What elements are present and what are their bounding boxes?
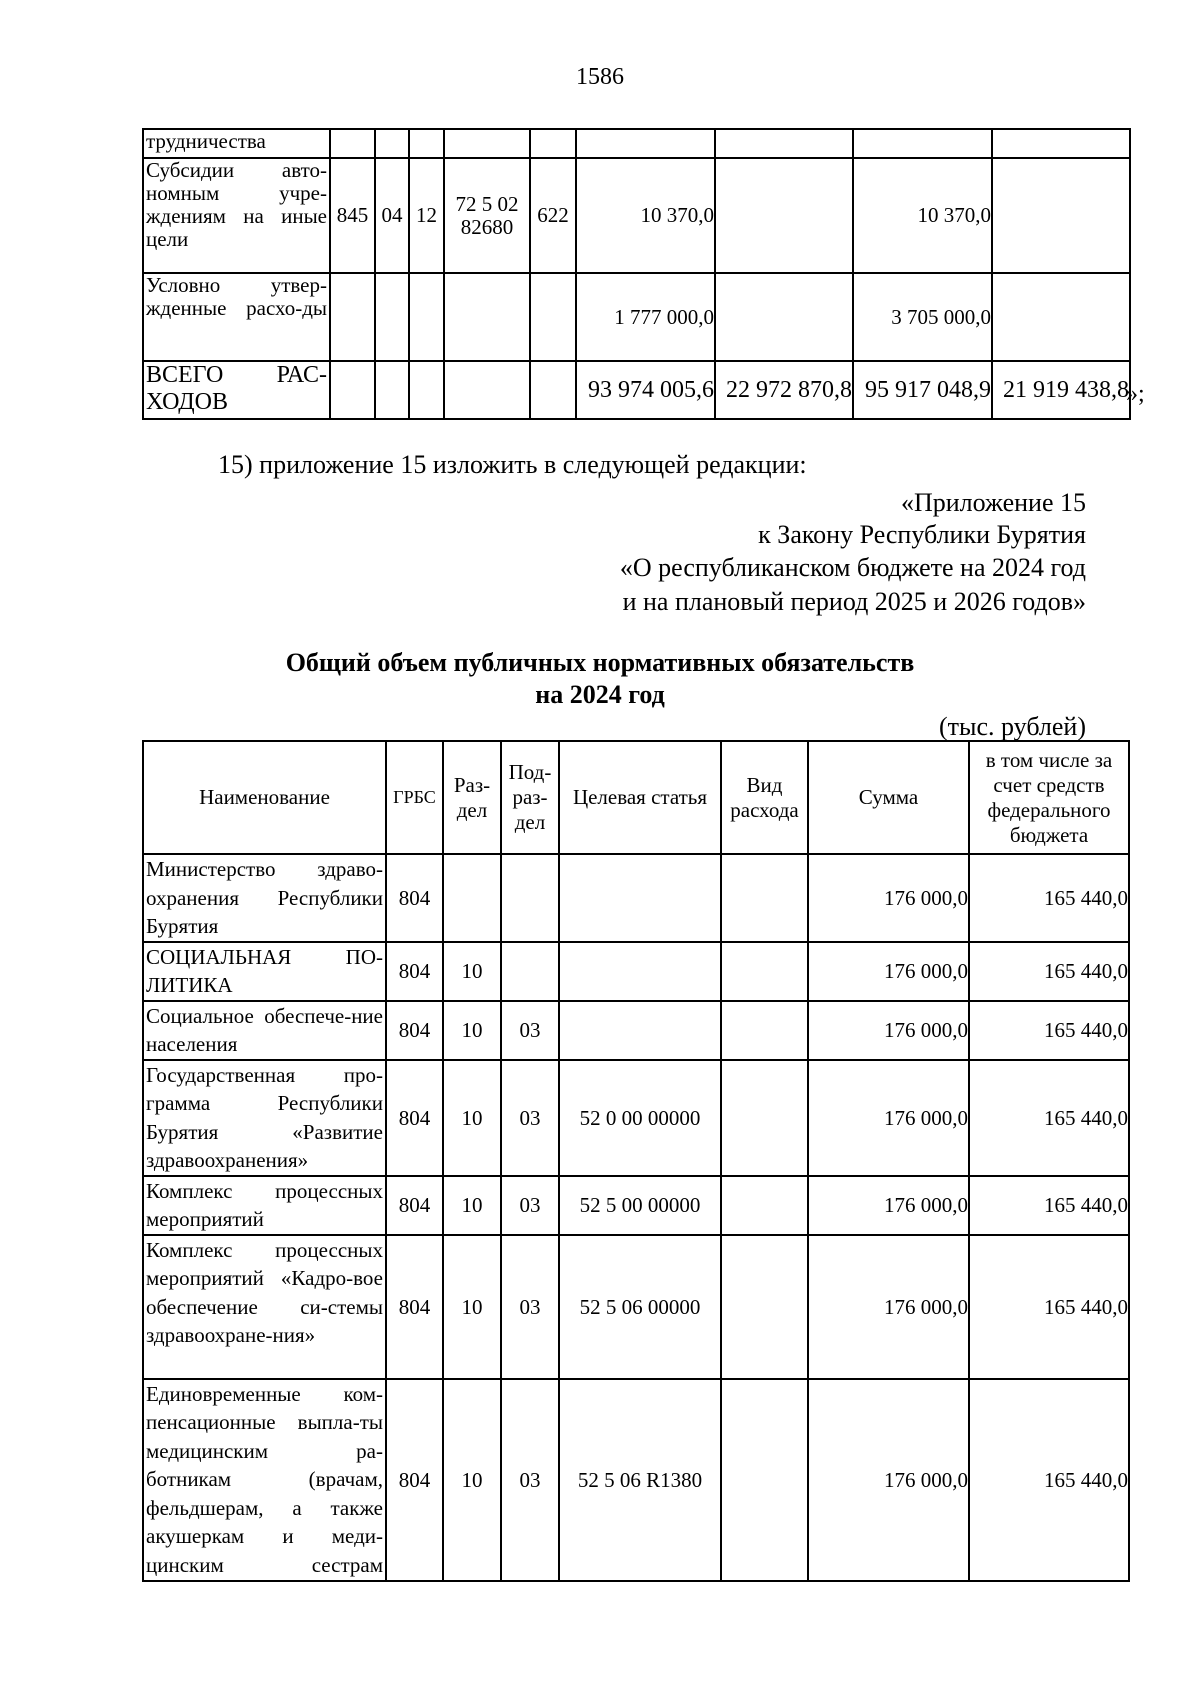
vid-cell (721, 1176, 808, 1235)
fed-cell: 165 440,0 (969, 854, 1129, 942)
row-name: Министерство здраво-охранения Республики Бурятия (143, 854, 386, 942)
fed-2025-cell (715, 273, 853, 361)
table-row (143, 129, 1130, 158)
vid-cell: 622 (530, 158, 576, 273)
sum-cell: 176 000,0 (808, 1235, 969, 1379)
row-name: ВСЕГО РАС-ХОДОВ (143, 361, 330, 419)
razdel-cell: 10 (443, 942, 501, 1001)
appendix-header-line: к Закону Республики Бурятия (758, 520, 1086, 549)
razdel-cell: 10 (443, 1060, 501, 1176)
grbs-cell: 845 (330, 158, 375, 273)
row-name: Социальное обеспече-ние населения (143, 1001, 386, 1060)
fed-2025-cell (715, 158, 853, 273)
appendix-header-line: и на плановый период 2025 и 2026 годов» (622, 587, 1086, 616)
podrazdel-cell: 03 (501, 1001, 559, 1060)
target-cell: 52 5 06 R1380 (559, 1379, 721, 1581)
vid-cell (721, 854, 808, 942)
table-header-row (143, 741, 1129, 854)
header-razdel: Раз-дел (443, 741, 501, 854)
grbs-cell: 804 (386, 854, 443, 942)
sum-cell: 176 000,0 (808, 854, 969, 942)
header-name: Наименование (143, 741, 386, 854)
vid-cell (721, 942, 808, 1001)
appendix-header-line: «О республиканском бюджете на 2024 год (619, 553, 1086, 582)
row-name (143, 158, 330, 273)
grbs-cell: 804 (386, 1001, 443, 1060)
row-name: Государственная про-грамма Республики Бурятия «Развитие здравоохранения» (143, 1060, 386, 1176)
budget-table-continuation (142, 128, 1131, 420)
razdel-cell: 04 (375, 158, 409, 273)
amendment-paragraph: 15) приложение 15 изложить в следующей редакции: (218, 450, 807, 479)
table-row (143, 361, 1130, 419)
podrazdel-cell (501, 854, 559, 942)
fed-cell: 165 440,0 (969, 1001, 1129, 1060)
grbs-cell: 804 (386, 942, 443, 1001)
razdel-cell: 10 (443, 1379, 501, 1581)
table-row (143, 854, 1129, 942)
row-name: Комплекс процессных мероприятий (143, 1176, 386, 1235)
header-vid: Вид расхода (721, 741, 808, 854)
appendix-header-line: «Приложение 15 (900, 488, 1086, 517)
razdel-cell (443, 854, 501, 942)
page-number: 1586 (576, 64, 624, 90)
grbs-cell: 804 (386, 1176, 443, 1235)
sum-2025-cell: 10 370,0 (576, 158, 715, 273)
target-cell: 52 5 06 00000 (559, 1235, 721, 1379)
table-row (143, 1235, 1129, 1379)
target-cell (559, 1001, 721, 1060)
header-fed: в том числе за счет средств федерального бюджета (969, 741, 1129, 854)
table-row (143, 1001, 1129, 1060)
podrazdel-cell (501, 942, 559, 1001)
row-name: трудничества (143, 129, 330, 158)
podrazdel-cell: 03 (501, 1176, 559, 1235)
sum-cell: 176 000,0 (808, 1176, 969, 1235)
target-cell (559, 854, 721, 942)
razdel-cell: 10 (443, 1001, 501, 1060)
vid-cell (721, 1235, 808, 1379)
target-cell: 52 5 00 00000 (559, 1176, 721, 1235)
document-title-year: на 2024 год (535, 680, 665, 709)
table-row (143, 1379, 1129, 1581)
sum-2026-cell: 10 370,0 (853, 158, 992, 273)
table-row (143, 273, 1130, 361)
sum-2025-cell: 93 974 005,6 (576, 361, 715, 419)
row-name: СОЦИАЛЬНАЯ ПО-ЛИТИКА (143, 942, 386, 1001)
fed-2026-cell (992, 273, 1130, 361)
fed-cell: 165 440,0 (969, 1235, 1129, 1379)
table-row (143, 942, 1129, 1001)
razdel-cell: 10 (443, 1176, 501, 1235)
header-target: Целевая статья (559, 741, 721, 854)
sum-2025-cell: 1 777 000,0 (576, 273, 715, 361)
podrazdel-cell: 03 (501, 1060, 559, 1176)
fed-cell: 165 440,0 (969, 1379, 1129, 1581)
vid-cell (721, 1379, 808, 1581)
target-cell (559, 942, 721, 1001)
sum-cell: 176 000,0 (808, 942, 969, 1001)
grbs-cell: 804 (386, 1235, 443, 1379)
closing-quote-mark: »; (1126, 381, 1145, 407)
sum-2026-cell: 3 705 000,0 (853, 273, 992, 361)
podrazdel-cell: 03 (501, 1235, 559, 1379)
vid-cell (721, 1001, 808, 1060)
sum-cell: 176 000,0 (808, 1379, 969, 1581)
sum-2026-cell: 95 917 048,9 (853, 361, 992, 419)
fed-cell: 165 440,0 (969, 1060, 1129, 1176)
target-cell: 52 0 00 00000 (559, 1060, 721, 1176)
table-row (143, 1176, 1129, 1235)
header-sum: Сумма (808, 741, 969, 854)
row-name-text: Субсидии авто-номным учре-ждениям на иные цели (146, 158, 327, 251)
fed-cell: 165 440,0 (969, 1176, 1129, 1235)
sum-cell: 176 000,0 (808, 1001, 969, 1060)
fed-2025-cell: 22 972 870,8 (715, 361, 853, 419)
razdel-cell: 10 (443, 1235, 501, 1379)
podrazdel-cell: 03 (501, 1379, 559, 1581)
fed-2026-cell (992, 158, 1130, 273)
target-cell: 72 5 02 82680 (444, 158, 530, 273)
grbs-cell: 804 (386, 1379, 443, 1581)
public-obligations-table (142, 740, 1130, 1582)
row-name: Единовременные ком-пенсационные выпла-ты медицинским ра-ботникам (врачам, фельдшерам, а также акушеркам и меди-цинским сестрам (143, 1379, 386, 1581)
vid-cell (721, 1060, 808, 1176)
table-row (143, 158, 1130, 273)
fed-2026-cell: 21 919 438,8 (992, 361, 1130, 419)
sum-cell: 176 000,0 (808, 1060, 969, 1176)
grbs-cell: 804 (386, 1060, 443, 1176)
document-title: Общий объем публичных нормативных обязательств (285, 648, 915, 677)
units-label: (тыс. рублей) (938, 712, 1086, 741)
row-name: Комплекс процессных мероприятий «Кадро-вое обеспечение си-стемы здравоохране-ния» (143, 1235, 386, 1379)
table-row (143, 1060, 1129, 1176)
header-grbs: ГРБС (386, 741, 443, 854)
fed-cell: 165 440,0 (969, 942, 1129, 1001)
podrazdel-cell: 12 (409, 158, 444, 273)
row-name: Условно утвер-жденные расхо-ды (143, 273, 330, 361)
header-podrazdel: Под-раз-дел (501, 741, 559, 854)
